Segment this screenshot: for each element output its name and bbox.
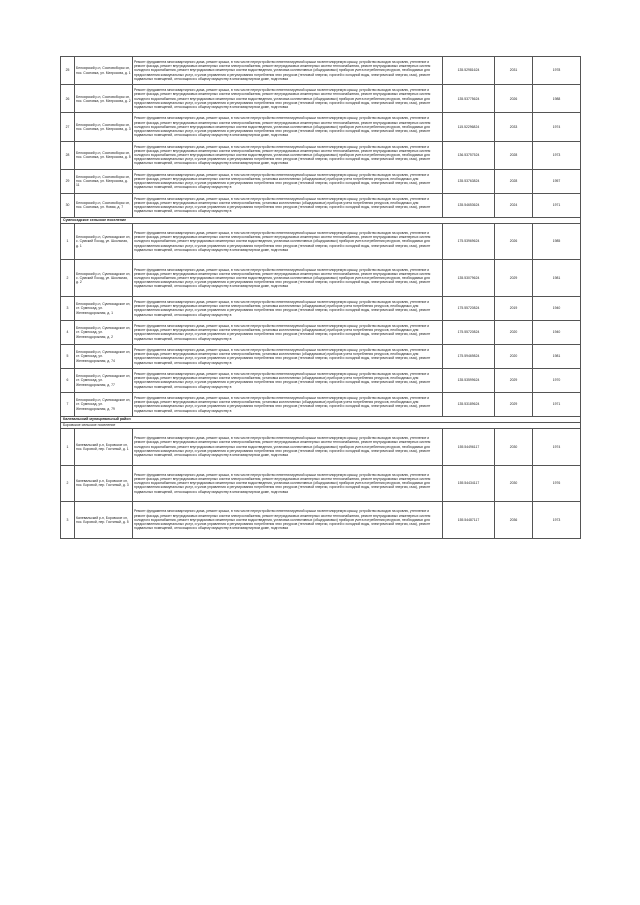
- works-description-cell: Ремонт фундамента многоквартирного дома, ремонт крыши, в том числе переустройство невентилируемой крыши на вентилируемую крышу, устройство выходов на кровлю, утепление и ремонт фасада, ремонт внутридомовых инженерных систем электроснабжения, ремонт внутридомовых инженерных систем теплоснабжения, ремонт внутридомовых инженерных систем холодного водоснабжения, ремонт внутридомовых инженерных систем водоотведения, установка коллективных (общедомовых) приборов учета потребления ресурсов, необходимых для предоставления коммунальных услуг, и узлов управления и регулирования потребления этих ресурсов (тепловой энергии, горячей и холодной воды, электрической энергии, газа), ремонт подвальных помещений, относящихся к общему имуществу в многоквартирном доме, подготовка: [133, 502, 443, 539]
- table-row: [61, 320, 581, 344]
- planned-year-cell: 2029: [495, 260, 533, 297]
- cost-cell: 135.52981624: [443, 57, 495, 85]
- table-row: [61, 368, 581, 392]
- works-description-cell: Ремонт фундамента многоквартирного дома, ремонт крыши, в том числе переустройство невентилируемой крыши на вентилируемую крышу, устройство выходов на кровлю, утепление и ремонт фасада, ремонт внутридомовых инженерных систем электроснабжения, ремонт внутридомовых инженерных систем теплоснабжения, ремонт внутридомовых инженерных систем холодного водоснабжения, ремонт внутридомовых инженерных систем водоотведения, установка коллективных (общедомовых) приборов учета потребления ресурсов, необходимых для предоставления коммунальных услуг, и узлов управления и регулирования потребления этих ресурсов (тепловой энергии, горячей и холодной воды, электрической энергии, газа), ремонт подвальных помещений, относящихся к общему имуществу в многоквартирном доме, подготовка: [133, 428, 443, 465]
- planned-year-cell: 2029: [495, 392, 533, 416]
- build-year-cell: 1981: [533, 344, 581, 368]
- works-description-cell: Ремонт фундамента многоквартирного дома, ремонт крыши, в том числе переустройство невентилируемой крыши на вентилируемую крышу, устройство выходов на кровлю, утепление и ремонт фасада, ремонт внутридомовых инженерных систем электроснабжения, установка коллективных (общедомовых) приборов учета потребления ресурсов, необходимых для предоставления коммунальных услуг, и узлов управления и регулирования потребления этих ресурсов (тепловой энергии, горячей и холодной воды, электрической энергии, газа), ремонт подвальных помещений, относящихся к общему имуществу в: [133, 368, 443, 392]
- table-row: [61, 169, 581, 193]
- row-number: 3: [61, 296, 75, 320]
- build-year-cell: 1973: [533, 141, 581, 169]
- row-number: 2: [61, 465, 75, 502]
- planned-year-cell: 2019: [495, 296, 533, 320]
- address-cell: Калевальский р-н, Боровское сп, пос. Боровой, пер. Гостиный, д. 5: [75, 502, 133, 539]
- table-row: [61, 57, 581, 85]
- cost-cell: 135.53775624: [443, 85, 495, 113]
- table-row: [61, 223, 581, 260]
- table-row: [61, 85, 581, 113]
- cost-cell: 175.55720824: [443, 296, 495, 320]
- address-cell: Белоярский р-н, Сосновоборск сп, пос. Сосновка, ул. Матросова, д. 1: [75, 57, 133, 85]
- row-number: 30: [61, 193, 75, 217]
- row-number: 1: [61, 428, 75, 465]
- cost-cell: 155.54487117: [443, 502, 495, 539]
- address-cell: Белоярский р-н, Сосновоборск сп, пос. Сосновка, ул. Матросова, д. 3: [75, 113, 133, 141]
- row-number: 6: [61, 368, 75, 392]
- row-number: 25: [61, 57, 75, 85]
- cost-cell: 135.53189624: [443, 392, 495, 416]
- cost-cell: 155.54496117: [443, 428, 495, 465]
- planned-year-cell: 2031: [495, 57, 533, 85]
- row-number: 7: [61, 392, 75, 416]
- cost-cell: 115.52296824: [443, 113, 495, 141]
- build-year-cell: 1974: [533, 428, 581, 465]
- subsection-title: Боровское сельское поселение: [61, 422, 581, 428]
- build-year-cell: 1985: [533, 223, 581, 260]
- address-cell: Белоярский р-н, Сумпосадское сп, ст. Сумпосад, ул. Железнодорожная, д. 1: [75, 296, 133, 320]
- row-number: 26: [61, 85, 75, 113]
- cost-cell: 136.53757524: [443, 141, 495, 169]
- planned-year-cell: 2033: [495, 113, 533, 141]
- works-description-cell: Ремонт фундамента многоквартирного дома, ремонт крыши, в том числе переустройство невентилируемой крыши на вентилируемую крышу, устройство выходов на кровлю, утепление и ремонт фасада, ремонт внутридомовых инженерных систем электроснабжения, ремонт внутридомовых инженерных систем теплоснабжения, ремонт внутридомовых инженерных систем холодного водоснабжения, ремонт внутридомовых инженерных систем водоотведения, установка коллективных (общедомовых) приборов учета потребления ресурсов, необходимых для предоставления коммунальных услуг, и узлов управления и регулирования потребления этих ресурсов (тепловой энергии, горячей и холодной воды, электрической энергии, газа), ремонт подвальных помещений, относящихся к общему имуществу в многоквартирном доме, подготовка: [133, 57, 443, 85]
- build-year-cell: 1976: [533, 465, 581, 502]
- capital-repair-register-table: [60, 56, 581, 539]
- works-description-cell: Ремонт фундамента многоквартирного дома, ремонт крыши, в том числе переустройство невентилируемой крыши на вентилируемую крышу, устройство выходов на кровлю, утепление и ремонт фасада, ремонт внутридомовых инженерных систем электроснабжения, установка коллективных (общедомовых) приборов учета потребления ресурсов, необходимых для предоставления коммунальных услуг, и узлов управления и регулирования потребления этих ресурсов (тепловой энергии, горячей и холодной воды, электрической энергии, газа), ремонт подвальных помещений, относящихся к общему имуществу в: [133, 193, 443, 217]
- address-cell: Белоярский р-н, Сосновоборск сп, пос. Сосновка, ул. Матросова, д. 11: [75, 169, 133, 193]
- address-cell: Белоярский р-н, Сосновоборск сп, пос. Сосновка, ул. Матросова, д. 5: [75, 141, 133, 169]
- table-row: [61, 193, 581, 217]
- planned-year-cell: 2028: [495, 141, 533, 169]
- document-page: [60, 56, 580, 539]
- table-row: [61, 392, 581, 416]
- planned-year-cell: 2026: [495, 85, 533, 113]
- address-cell: Белоярский р-н, Сумпосадское сп, с. Сумский Посад, ул. Школьная, д. 1: [75, 223, 133, 260]
- row-number: 29: [61, 169, 75, 193]
- address-cell: Калевальский р-н, Боровское сп, пос. Боровой, пер. Гостиный, д. 3: [75, 465, 133, 502]
- cost-cell: 135.54653624: [443, 193, 495, 217]
- planned-year-cell: 2020: [495, 320, 533, 344]
- works-description-cell: Ремонт фундамента многоквартирного дома, ремонт крыши, в том числе переустройство невентилируемой крыши на вентилируемую крышу, устройство выходов на кровлю, утепление и ремонт фасада, ремонт внутридомовых инженерных систем электроснабжения, ремонт внутридомовых инженерных систем теплоснабжения, ремонт внутридомовых инженерных систем холодного водоснабжения, ремонт внутридомовых инженерных систем водоотведения, установка коллективных (общедомовых) приборов учета потребления ресурсов, необходимых для предоставления коммунальных услуг, и узлов управления и регулирования потребления этих ресурсов (тепловой энергии, горячей и холодной воды, электрической энергии, газа), ремонт подвальных помещений, относящихся к общему имуществу в многоквартирном доме, подготовка: [133, 113, 443, 141]
- planned-year-cell: 2036: [495, 502, 533, 539]
- build-year-cell: 1957: [533, 169, 581, 193]
- planned-year-cell: 2024: [495, 193, 533, 217]
- build-year-cell: 1940: [533, 296, 581, 320]
- row-number: 5: [61, 344, 75, 368]
- row-number: 4: [61, 320, 75, 344]
- build-year-cell: 1971: [533, 392, 581, 416]
- row-number: 1: [61, 223, 75, 260]
- section-title: Сумпосадское сельское поселение: [61, 217, 581, 223]
- address-cell: Белоярский р-н, Сумпосадское сп, ст. Сумпосад, ул. Железнодорожная, д. 77: [75, 368, 133, 392]
- works-description-cell: Ремонт фундамента многоквартирного дома, ремонт крыши, в том числе переустройство невентилируемой крыши на вентилируемую крышу, устройство выходов на кровлю, утепление и ремонт фасада, ремонт внутридомовых инженерных систем электроснабжения, ремонт внутридомовых инженерных систем теплоснабжения, ремонт внутридомовых инженерных систем холодного водоснабжения, ремонт внутридомовых инженерных систем водоотведения, установка коллективных (общедомовых) приборов учета потребления ресурсов, необходимых для предоставления коммунальных услуг, и узлов управления и регулирования потребления этих ресурсов (тепловой энергии, горячей и холодной воды, электрической энергии, газа), ремонт подвальных помещений, относящихся к общему имуществу в многоквартирном доме, подготовка: [133, 260, 443, 297]
- works-description-cell: Ремонт фундамента многоквартирного дома, ремонт крыши, в том числе переустройство невентилируемой крыши на вентилируемую крышу, устройство выходов на кровлю, утепление и ремонт фасада, ремонт внутридомовых инженерных систем электроснабжения, установка коллективных (общедомовых) приборов учета потребления ресурсов, необходимых для предоставления коммунальных услуг, и узлов управления и регулирования потребления этих ресурсов (тепловой энергии, горячей и холодной воды, электрической энергии, газа), ремонт подвальных помещений, относящихся к общему имуществу в: [133, 320, 443, 344]
- build-year-cell: 1940: [533, 320, 581, 344]
- works-description-cell: Ремонт фундамента многоквартирного дома, ремонт крыши, в том числе переустройство невентилируемой крыши на вентилируемую крышу, устройство выходов на кровлю, утепление и ремонт фасада, ремонт внутридомовых инженерных систем электроснабжения, установка коллективных (общедомовых) приборов учета потребления ресурсов, необходимых для предоставления коммунальных услуг, и узлов управления и регулирования потребления этих ресурсов (тепловой энергии, горячей и холодной воды, электрической энергии, газа), ремонт подвальных помещений, относящихся к общему имуществу в: [133, 392, 443, 416]
- row-number: 27: [61, 113, 75, 141]
- build-year-cell: 1971: [533, 193, 581, 217]
- section-title: Калевальский муниципальный район: [61, 416, 581, 422]
- build-year-cell: 1974: [533, 113, 581, 141]
- build-year-cell: 1981: [533, 260, 581, 297]
- planned-year-cell: 2026: [495, 223, 533, 260]
- table-row: [61, 113, 581, 141]
- cost-cell: 175.59469824: [443, 344, 495, 368]
- works-description-cell: Ремонт фундамента многоквартирного дома, ремонт крыши, в том числе переустройство невентилируемой крыши на вентилируемую крышу, устройство выходов на кровлю, утепление и ремонт фасада, ремонт внутридомовых инженерных систем электроснабжения, ремонт внутридомовых инженерных систем теплоснабжения, ремонт внутридомовых инженерных систем холодного водоснабжения, ремонт внутридомовых инженерных систем водоотведения, установка коллективных (общедомовых) приборов учета потребления ресурсов, необходимых для предоставления коммунальных услуг, и узлов управления и регулирования потребления этих ресурсов (тепловой энергии, горячей и холодной воды, электрической энергии, газа), ремонт подвальных помещений, относящихся к общему имуществу в многоквартирном доме, подготовка: [133, 465, 443, 502]
- cost-cell: 155.54434117: [443, 465, 495, 502]
- row-number: 2: [61, 260, 75, 297]
- build-year-cell: 1970: [533, 368, 581, 392]
- works-description-cell: Ремонт фундамента многоквартирного дома, ремонт крыши, в том числе переустройство невентилируемой крыши на вентилируемую крышу, устройство выходов на кровлю, утепление и ремонт фасада, ремонт внутридомовых инженерных систем электроснабжения, ремонт внутридомовых инженерных систем теплоснабжения, ремонт внутридомовых инженерных систем холодного водоснабжения, ремонт внутридомовых инженерных систем водоотведения, установка коллективных (общедомовых) приборов учета потребления ресурсов, необходимых для предоставления коммунальных услуг, и узлов управления и регулирования потребления этих ресурсов (тепловой энергии, горячей и холодной воды, электрической энергии, газа), ремонт подвальных помещений, относящихся к общему имуществу в многоквартирном доме, подготовка: [133, 223, 443, 260]
- works-description-cell: Ремонт фундамента многоквартирного дома, ремонт крыши, в том числе переустройство невентилируемой крыши на вентилируемую крышу, устройство выходов на кровлю, утепление и ремонт фасада, ремонт внутридомовых инженерных систем электроснабжения, установка коллективных (общедомовых) приборов учета потребления ресурсов, необходимых для предоставления коммунальных услуг, и узлов управления и регулирования потребления этих ресурсов (тепловой энергии, горячей и холодной воды, электрической энергии, газа), ремонт подвальных помещений, относящихся к общему имуществу в: [133, 169, 443, 193]
- row-number: 28: [61, 141, 75, 169]
- cost-cell: 135.53079624: [443, 260, 495, 297]
- works-description-cell: Ремонт фундамента многоквартирного дома, ремонт крыши, в том числе переустройство невентилируемой крыши на вентилируемую крышу, устройство выходов на кровлю, утепление и ремонт фасада, ремонт внутридомовых инженерных систем электроснабжения, ремонт внутридомовых инженерных систем теплоснабжения, ремонт внутридомовых инженерных систем холодного водоснабжения, ремонт внутридомовых инженерных систем водоотведения, установка коллективных (общедомовых) приборов учета потребления ресурсов, необходимых для предоставления коммунальных услуг, и узлов управления и регулирования потребления этих ресурсов (тепловой энергии, горячей и холодной воды, электрической энергии, газа), ремонт подвальных помещений, относящихся к общему имуществу в многоквартирном доме, подготовка: [133, 141, 443, 169]
- build-year-cell: 1973: [533, 502, 581, 539]
- address-cell: Белоярский р-н, Сумпосадское сп, ст. Сумпосад, ул. Железнодорожная, д. 79: [75, 392, 133, 416]
- address-cell: Белоярский р-н, Сумпосадское сп, ст. Сумпосад, ул. Железнодорожная, д. 2: [75, 320, 133, 344]
- address-cell: Белоярский р-н, Сосновоборск сп, пос. Сосновка, ул. Матросова, д. 2: [75, 85, 133, 113]
- cost-cell: 135.53763824: [443, 169, 495, 193]
- works-description-cell: Ремонт фундамента многоквартирного дома, ремонт крыши, в том числе переустройство невентилируемой крыши на вентилируемую крышу, устройство выходов на кровлю, утепление и ремонт фасада, ремонт внутридомовых инженерных систем электроснабжения, ремонт внутридомовых инженерных систем теплоснабжения, ремонт внутридомовых инженерных систем холодного водоснабжения, ремонт внутридомовых инженерных систем водоотведения, установка коллективных (общедомовых) приборов учета потребления ресурсов, необходимых для предоставления коммунальных услуг, и узлов управления и регулирования потребления этих ресурсов (тепловой энергии, горячей и холодной воды, электрической энергии, газа), ремонт подвальных помещений, относящихся к общему имуществу в многоквартирном доме, подготовка: [133, 85, 443, 113]
- table-row: [61, 502, 581, 539]
- row-number: 3: [61, 502, 75, 539]
- address-cell: Белоярский р-н, Сумпосадское сп, с. Сумский Посад, ул. Школьная, д. 2: [75, 260, 133, 297]
- table-row: [61, 428, 581, 465]
- cost-cell: 175.55720824: [443, 320, 495, 344]
- table-row: [61, 141, 581, 169]
- address-cell: Белоярский р-н, Сосновоборск сп, пос. Сосновка, ул. Новая, д. 7: [75, 193, 133, 217]
- works-description-cell: Ремонт фундамента многоквартирного дома, ремонт крыши, в том числе переустройство невентилируемой крыши на вентилируемую крышу, устройство выходов на кровлю, утепление и ремонт фасада, ремонт внутридомовых инженерных систем электроснабжения, установка коллективных (общедомовых) приборов учета потребления ресурсов, необходимых для предоставления коммунальных услуг, и узлов управления и регулирования потребления этих ресурсов (тепловой энергии, горячей и холодной воды, электрической энергии, газа), ремонт подвальных помещений, относящихся к общему имуществу в: [133, 296, 443, 320]
- build-year-cell: 1978: [533, 57, 581, 85]
- cost-cell: 135.53599624: [443, 368, 495, 392]
- planned-year-cell: 2028: [495, 169, 533, 193]
- planned-year-cell: 2020: [495, 344, 533, 368]
- planned-year-cell: 2030: [495, 465, 533, 502]
- planned-year-cell: 2029: [495, 368, 533, 392]
- planned-year-cell: 2030: [495, 428, 533, 465]
- table-row: [61, 296, 581, 320]
- address-cell: Калевальский р-н, Боровское сп, пос. Боровой, пер. Гостиный, д. 1: [75, 428, 133, 465]
- address-cell: Белоярский р-н, Сумпосадское сп, ст. Сумпосад, ул. Железнодорожная, д. 74: [75, 344, 133, 368]
- table-row: [61, 344, 581, 368]
- build-year-cell: 1988: [533, 85, 581, 113]
- table-row: [61, 260, 581, 297]
- cost-cell: 175.53969624: [443, 223, 495, 260]
- table-row: [61, 465, 581, 502]
- works-description-cell: Ремонт фундамента многоквартирного дома, ремонт крыши, в том числе переустройство невентилируемой крыши на вентилируемую крышу, устройство выходов на кровлю, утепление и ремонт фасада, ремонт внутридомовых инженерных систем электроснабжения, установка коллективных (общедомовых) приборов учета потребления ресурсов, необходимых для предоставления коммунальных услуг, и узлов управления и регулирования потребления этих ресурсов (тепловой энергии, горячей и холодной воды, электрической энергии, газа), ремонт подвальных помещений, относящихся к общему имуществу в: [133, 344, 443, 368]
